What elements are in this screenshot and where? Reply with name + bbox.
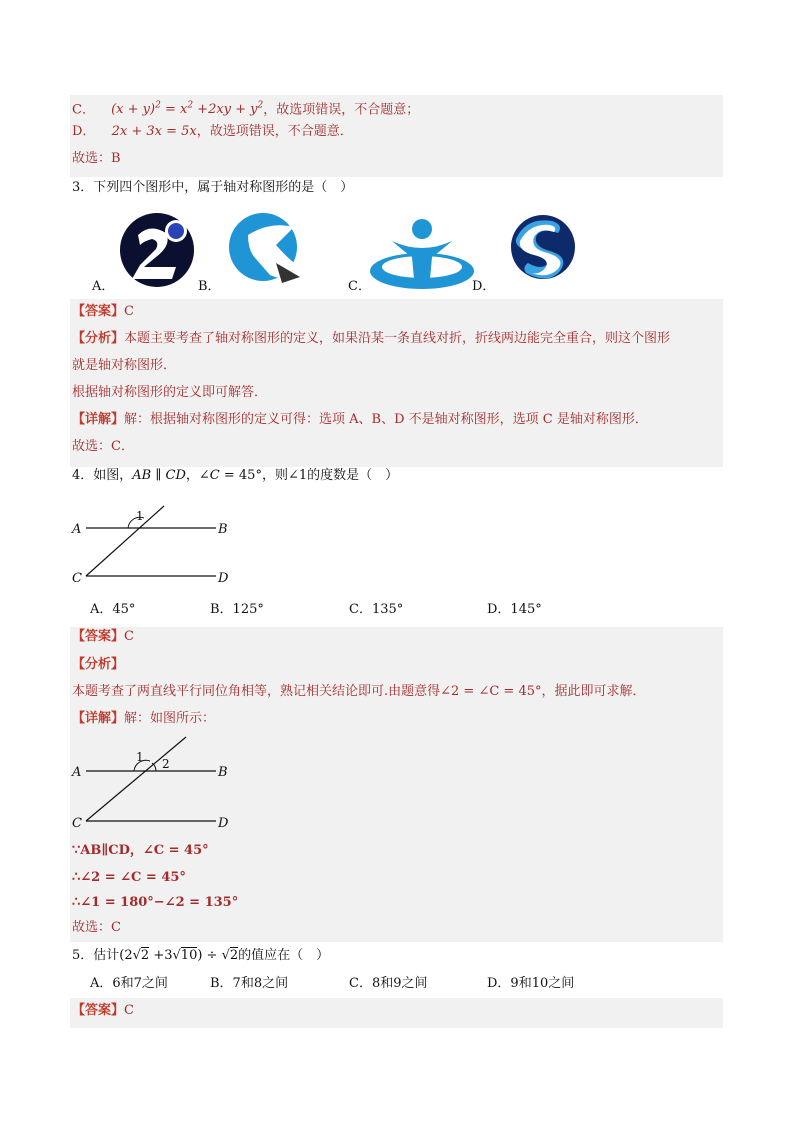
logo-a-icon (120, 213, 194, 287)
option-c-label: C． (348, 279, 371, 294)
sol-label-1: 1 (136, 750, 144, 764)
sol-label-C: C (72, 816, 82, 831)
q3-answer: 【答案】C (72, 304, 134, 319)
q4-step-2: ∴∠2 = ∠C = 45° (72, 870, 186, 885)
q3-analysis-3: 根据轴对称图形的定义即可解答． (72, 385, 268, 400)
q5-option-d: D．9和10之间 (487, 976, 575, 991)
q3-analysis-1: 【分析】本题主要考查了轴对称图形的定义，如果沿某一条直线对折，折线两边能完全重合，则这个图形 (72, 331, 671, 346)
q5-answer: 【答案】C (72, 1003, 134, 1018)
q3-analysis-2: 就是轴对称图形． (72, 358, 177, 373)
sol-label-B: B (218, 765, 228, 780)
q4-option-d: D．145° (487, 602, 542, 617)
q5-option-b: B．7和8之间 (210, 976, 289, 991)
label-1: 1 (136, 509, 144, 523)
q2-option-d-line: D． 2x + 3x = 5x，故选项错误，不合题意． (72, 124, 353, 139)
q5-option-a: A．6和7之间 (90, 976, 168, 991)
formula-c: $(x + y)^2 = x^2 +2xy + y^2$ (111, 101, 264, 118)
logo-c-icon (370, 219, 474, 289)
q4-choose: 故选：C (72, 920, 121, 935)
q2-choose: 故选：B (72, 151, 121, 166)
q4-option-b: B．125° (210, 602, 264, 617)
q4-answer: 【答案】C (72, 629, 134, 644)
q4-analysis: 本题考查了两直线平行同位角相等，熟记相关结论即可.由题意得∠2 = ∠C = 45°，据此即可求解． (72, 684, 646, 699)
q4-figure (70, 500, 240, 590)
q4-stem: 4．如图，AB ∥ CD，∠C = 45°，则∠1的度数是（ ） (72, 468, 399, 483)
formula-d: 2x + 3x = 5x (111, 124, 197, 139)
q3-figures (80, 205, 640, 305)
q3-stem: 3．下列四个图形中，属于轴对称图形的是（ ） (72, 180, 354, 195)
q4-step-1: ∵AB∥CD，∠C = 45° (72, 843, 209, 858)
label-C: C (72, 571, 82, 586)
sol-label-A: A (72, 765, 82, 780)
label-B: B (218, 522, 228, 537)
q3-detail: 【详解】解：根据轴对称图形的定义可得：选项 A、B、D 不是轴对称图形，选项 C 是轴对称图形． (72, 412, 648, 427)
logo-b-icon (229, 213, 300, 283)
label-A: A (72, 522, 82, 537)
q4-option-c: C．135° (349, 602, 404, 617)
sol-label-D: D (218, 816, 229, 831)
option-a-label: A． (92, 279, 115, 294)
q5-stem: 5．估计(2√2 +3√10) ÷ √2的值应在（ ） (72, 948, 330, 963)
label-D: D (218, 571, 229, 586)
q4-analysis-tag: 【分析】 (72, 657, 125, 672)
q4-solution-figure (70, 735, 240, 835)
q2-option-c-line: C． $(x + y)^2 = x^2 +2xy + y^2$，故选项错误，不合题意； (72, 101, 420, 118)
q3-choose: 故选：C． (72, 439, 134, 454)
q4-detail: 【详解】解：如图所示： (72, 711, 216, 726)
logo-d-icon (511, 215, 575, 279)
option-d-label: D． (472, 279, 496, 294)
q5-option-c: C．8和9之间 (349, 976, 428, 991)
q4-step-3: ∴∠1 = 180°−∠2 = 135° (72, 895, 239, 910)
solution-band-q5 (70, 998, 723, 1028)
sol-label-2: 2 (162, 757, 170, 771)
option-b-label: B． (198, 279, 221, 294)
q4-option-a: A．45° (90, 602, 136, 617)
